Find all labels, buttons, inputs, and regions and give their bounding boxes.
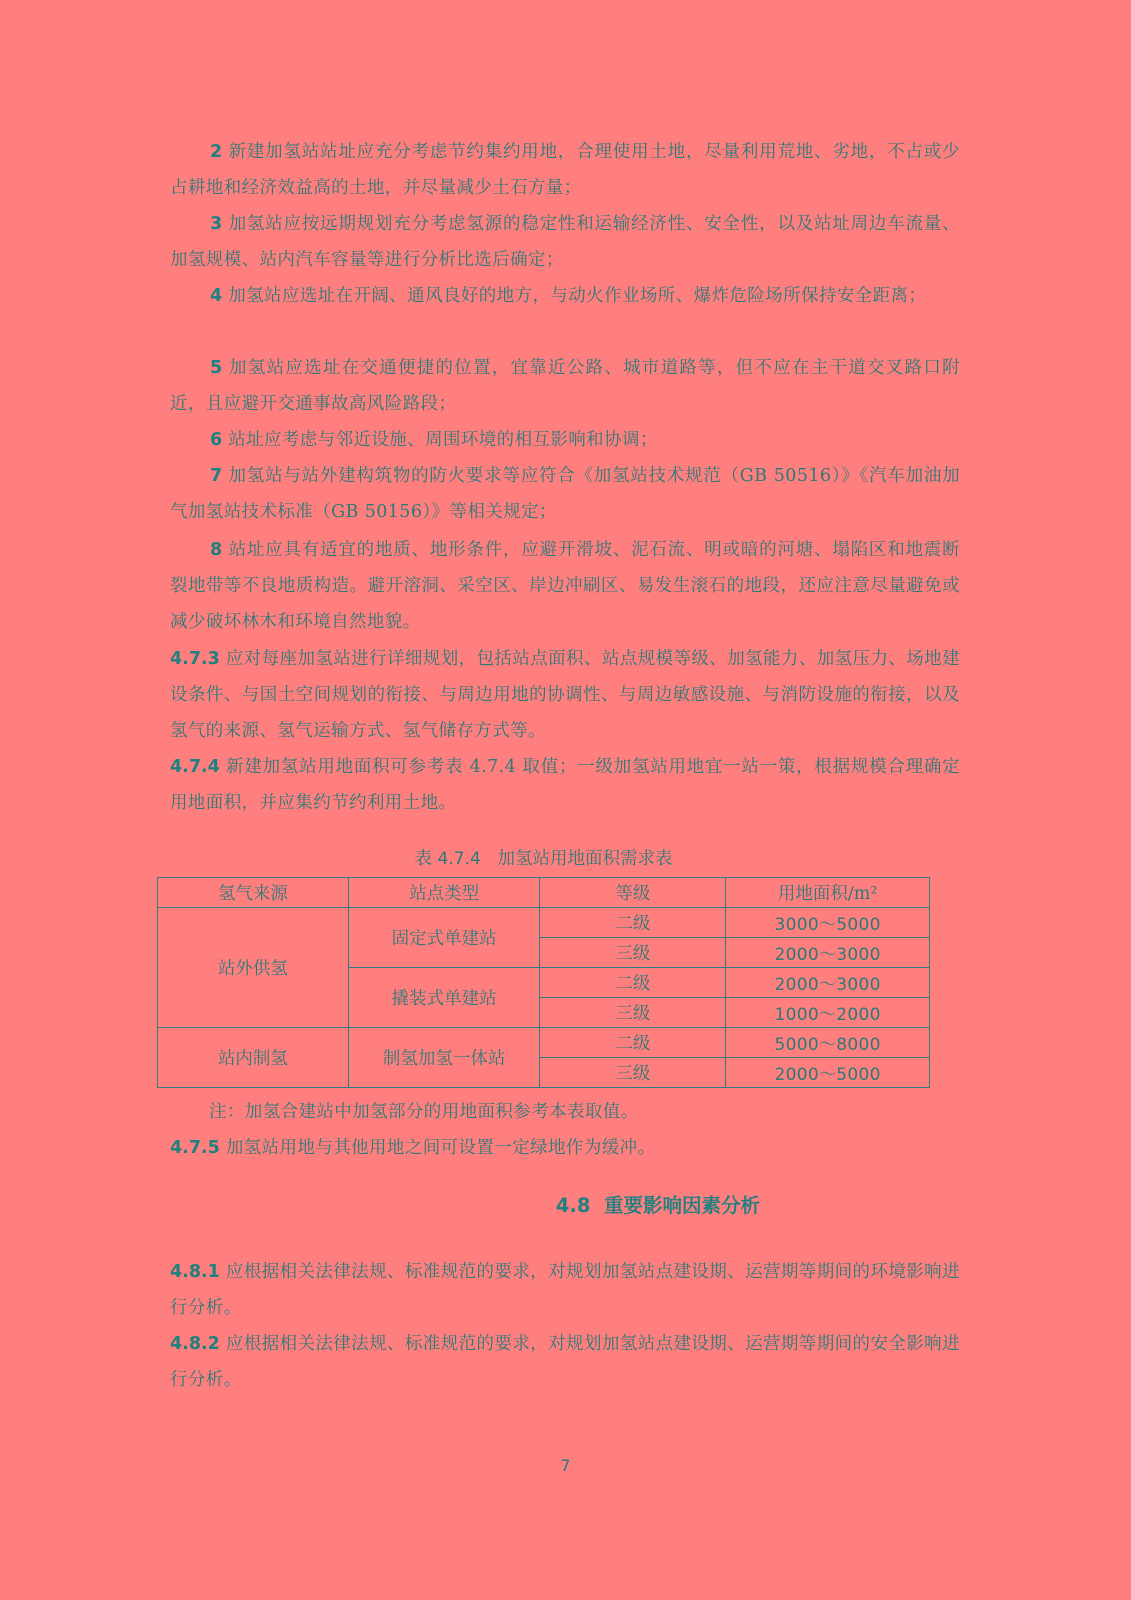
land-area-table (157, 877, 930, 1088)
header-area (726, 878, 930, 908)
item-number: 6 (210, 430, 223, 450)
header-area-label: 用地面积/m² (777, 884, 878, 904)
item-number: 8 (210, 540, 223, 560)
item-number: 5 (210, 358, 223, 378)
clause-4-7-5 (170, 1130, 960, 1166)
clause-text: 应对每座加氢站进行详细规划，包括站点面积、站点规模等级、加氢能力、加氢压力、场地建设条件、与国土空间规划的衔接、与周边用地的协调性、与周边敏感设施、与消防设施的衔接，以及氢气的来源、氢气运输方式、氢气储存方式等。 (170, 649, 960, 741)
item-text: 新建加氢站站址应充分考虑节约集约用地，合理使用土地，尽量利用荒地、劣地，不占或少占耕地和经济效益高的土地，并尽量减少土石方量； (170, 142, 960, 198)
clause-number: 4.7.5 (170, 1138, 220, 1158)
clause-text: 应根据相关法律法规、标准规范的要求，对规划加氢站点建设期、运营期等期间的安全影响进行分析。 (170, 1334, 960, 1390)
cell-type: 制氢加氢一体站 (348, 1028, 540, 1088)
cell-area: 2000～3000 (726, 968, 930, 998)
list-item-5 (170, 350, 960, 422)
item-text: 站址应具有适宜的地质、地形条件，应避开滑坡、泥石流、明或暗的河塘、塌陷区和地震断裂地带等不良地质构造。避开溶洞、采空区、岸边冲刷区、易发生滚石的地段，还应注意尽量避免或减少破坏林木和环境自然地貌。 (170, 540, 960, 632)
clause-text: 加氢站用地与其他用地之间可设置一定绿地作为缓冲。 (225, 1138, 656, 1158)
list-item-8 (170, 532, 960, 640)
item-text: 加氢站应选址在交通便捷的位置，宜靠近公路、城市道路等，但不应在主干道交叉路口附近，且应避开交通事故高风险路段； (170, 358, 960, 414)
header-station-type: 站点类型 (348, 878, 540, 908)
cell-area: 3000～5000 (726, 908, 930, 938)
caption-number: 4.7.4 (437, 849, 481, 869)
clause-number: 4.8.1 (170, 1262, 220, 1282)
section-heading (157, 1190, 1131, 1218)
caption-prefix: 表 (414, 849, 432, 869)
cell-grade: 三级 (540, 1058, 726, 1088)
cell-area: 1000～2000 (726, 998, 930, 1028)
section-number: 4.8 (555, 1194, 591, 1217)
table-row (158, 1028, 930, 1058)
cell-area: 5000～8000 (726, 1028, 930, 1058)
item-text: 加氢站应选址在开阔、通风良好的地方，与动火作业场所、爆炸危险场所保持安全距离； (228, 286, 927, 306)
item-number: 3 (210, 214, 223, 234)
item-number: 2 (210, 142, 223, 162)
list-item-7 (170, 458, 960, 530)
list-item-2 (170, 134, 960, 206)
header-grade: 等级 (540, 878, 726, 908)
cell-source: 站内制氢 (158, 1028, 349, 1088)
clause-number: 4.7.4 (170, 757, 220, 777)
clause-text: 新建加氢站用地面积可参考表 4.7.4 取值；一级加氢站用地宜一站一策，根据规模合理确定用地面积，并应集约节约利用土地。 (170, 757, 960, 813)
cell-grade: 三级 (540, 998, 726, 1028)
cell-source: 站外供氢 (158, 908, 349, 1028)
cell-type: 固定式单建站 (348, 908, 540, 968)
header-hydrogen-source: 氢气来源 (158, 878, 349, 908)
item-text: 站址应考虑与邻近设施、周围环境的相互影响和协调； (228, 430, 658, 450)
item-number: 4 (210, 286, 223, 306)
cell-area: 2000～5000 (726, 1058, 930, 1088)
clause-4-7-3 (170, 641, 960, 749)
item-number: 7 (210, 466, 223, 486)
table-header-row (158, 878, 930, 908)
table-row (158, 908, 930, 938)
clause-number: 4.8.2 (170, 1334, 220, 1354)
table-caption (157, 847, 930, 871)
clause-number: 4.7.3 (170, 649, 220, 669)
list-item-4 (170, 278, 960, 314)
item-text: 加氢站应按远期规划充分考虑氢源的稳定性和运输经济性、安全性，以及站址周边车流量、加氢规模、站内汽车容量等进行分析比选后确定； (170, 214, 960, 270)
clause-4-7-4 (170, 749, 960, 821)
cell-type: 撬装式单建站 (348, 968, 540, 1028)
cell-grade: 二级 (540, 1028, 726, 1058)
caption-title: 加氢站用地面积需求表 (497, 849, 673, 869)
list-item-3 (170, 206, 960, 278)
cell-grade: 二级 (540, 968, 726, 998)
section-title: 重要影响因素分析 (604, 1194, 761, 1217)
list-item-6 (170, 422, 960, 458)
cell-area: 2000～3000 (726, 938, 930, 968)
table-note: 注：加氢合建站中加氢部分的用地面积参考本表取值。 (209, 1102, 639, 1122)
clause-4-8-2 (170, 1326, 960, 1398)
clause-text: 应根据相关法律法规、标准规范的要求，对规划加氢站点建设期、运营期等期间的环境影响进行分析。 (170, 1262, 960, 1318)
cell-grade: 三级 (540, 938, 726, 968)
cell-grade: 二级 (540, 908, 726, 938)
page-number: 7 (560, 1456, 571, 1475)
item-text: 加氢站与站外建构筑物的防火要求等应符合《加氢站技术规范（GB 50516）》《汽车加油加气加氢站技术标准（GB 50156）》等相关规定； (170, 466, 960, 522)
clause-4-8-1 (170, 1254, 960, 1326)
